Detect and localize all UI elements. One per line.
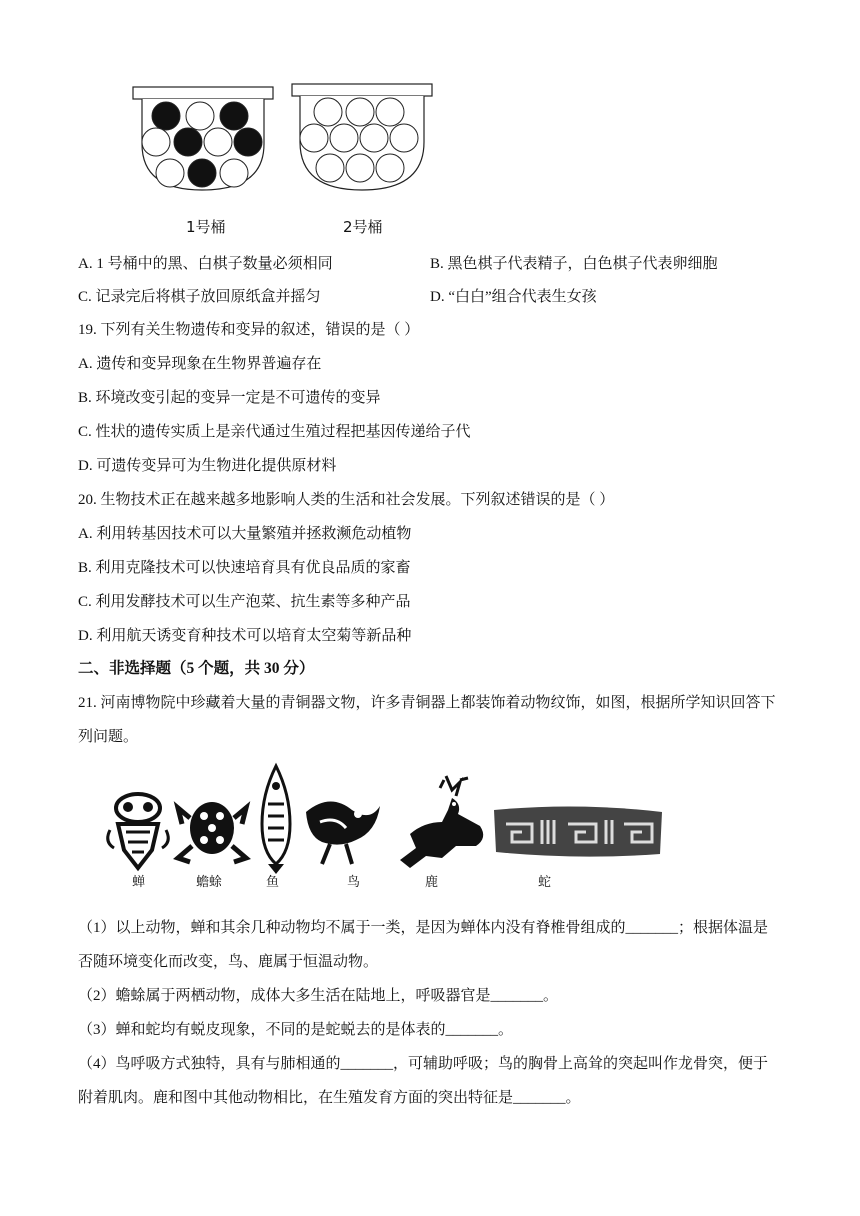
q20-option-c: C. 利用发酵技术可以生产泡菜、抗生素等多种产品 (78, 594, 411, 610)
q18-option-c: C. 记录完后将棋子放回原纸盒并摇匀 (78, 289, 321, 305)
q21-part4-line1: （4）鸟呼吸方式独特，具有与肺相通的_______，可辅助呼吸；鸟的胸骨上高耸的突起叫作龙骨突，便于 (78, 1056, 769, 1072)
q21-part3: （3）蝉和蛇均有蜕皮现象，不同的是蛇蜕去的是体表的_______。 (78, 1022, 514, 1038)
q20-option-b: B. 利用克隆技术可以快速培育具有优良品质的家畜 (78, 560, 411, 576)
q19-option-d: D. 可遗传变异可为生物进化提供原材料 (78, 458, 337, 474)
q18-option-a: A. 1 号桶中的黑、白棋子数量必须相同 (78, 256, 333, 272)
q19-option-a: A. 遗传和变异现象在生物界普遍存在 (78, 356, 322, 372)
q21-part1-line2: 否随环境变化而改变，鸟、鹿属于恒温动物。 (78, 954, 379, 970)
q21-part2: （2）蟾蜍属于两栖动物，成体大多生活在陆地上，呼吸器官是_______。 (78, 988, 559, 1004)
animal-label-cicada: 蝉 (132, 875, 146, 890)
animal-label-fish: 鱼 (266, 875, 280, 890)
q18-option-b: B. 黑色棋子代表精子，白色棋子代表卵细胞 (430, 256, 718, 272)
bucket-1-label: 1号桶 (186, 218, 226, 236)
bucket-2-illustration (292, 82, 442, 202)
q19-option-c: C. 性状的遗传实质上是亲代通过生殖过程把基因传递给子代 (78, 424, 471, 440)
animal-label-deer: 鹿 (425, 875, 439, 890)
toad-pattern (176, 796, 248, 876)
q21-part4-line2: 附着肌肉。鹿和图中其他动物相比，在生殖发育方面的突出特征是_______。 (78, 1090, 581, 1106)
q20-stem: 20. 生物技术正在越来越多地影响人类的生活和社会发展。下列叙述错误的是（ ） (78, 492, 615, 508)
q18-option-d: D. “白白”组合代表生女孩 (430, 289, 597, 305)
q20-option-d: D. 利用航天诱变育种技术可以培育太空菊等新品种 (78, 628, 412, 644)
animal-label-toad: 蟾蜍 (196, 875, 223, 890)
bucket-figure (130, 82, 440, 242)
q20-option-a: A. 利用转基因技术可以大量繁殖并拯救濒危动植物 (78, 526, 412, 542)
bird-pattern (300, 792, 384, 872)
bucket-2-label: 2号桶 (343, 218, 383, 236)
bronze-animal-figure (100, 762, 680, 892)
snake-pattern (492, 806, 664, 860)
q21-part1-line1: （1）以上动物，蝉和其余几种动物均不属于一类，是因为蝉体内没有脊椎骨组成的_______；根据体温是 (78, 920, 769, 936)
fish-pattern (256, 764, 296, 874)
section-title: 二、非选择题（5 个题，共 30 分） (78, 660, 315, 677)
deer-pattern (396, 776, 488, 872)
q19-stem: 19. 下列有关生物遗传和变异的叙述，错误的是（ ） (78, 322, 420, 338)
q19-option-b: B. 环境改变引起的变异一定是不可遗传的变异 (78, 390, 381, 406)
q21-stem-line2: 列问题。 (78, 729, 139, 745)
q21-stem-line1: 21. 河南博物院中珍藏着大量的青铜器文物，许多青铜器上都装饰着动物纹饰，如图，根据所学知识回答下 (78, 695, 776, 711)
animal-label-bird: 鸟 (347, 875, 361, 890)
bucket-1-illustration (130, 82, 280, 202)
animal-label-snake: 蛇 (538, 875, 552, 890)
